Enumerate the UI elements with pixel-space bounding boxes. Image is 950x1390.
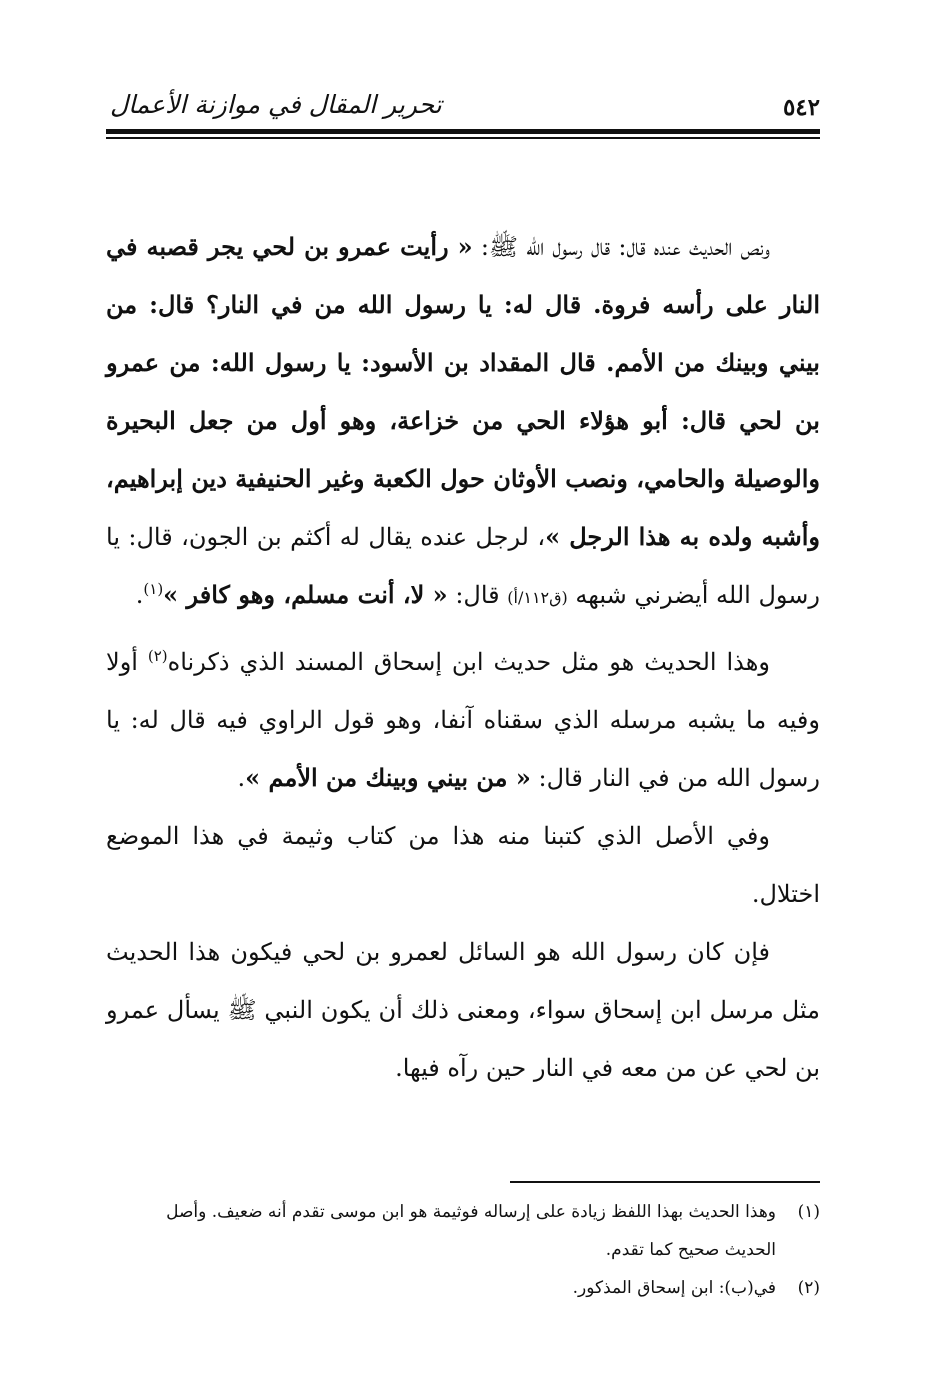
paragraph-conclusion: فإن كان رسول الله هو السائل لعمرو بن لحي فيكون هذا الحديث مثل مرسل ابن إسحاق سواء، ومعنى ذلك أن يكون النبي ﷺ يسأل عمرو بن لحي عن من معه في النار حين رآه فيها. bbox=[106, 938, 820, 1082]
running-title: تحرير المقال في موازنة الأعمال bbox=[110, 90, 442, 119]
paragraph-quote2-lead: قال: bbox=[447, 581, 508, 609]
footnote-number: (٢) bbox=[797, 1278, 820, 1298]
paragraph-mid: ، لرجل عنده يقال له أكثم بن الجون، قال: يا رسول الله أيضرني شبهه bbox=[106, 523, 820, 609]
footnote-ref-2: (٢) bbox=[147, 647, 168, 665]
paragraph-manuscript-note: وفي الأصل الذي كتبنا منه هذا من كتاب وثيمة في هذا الموضع اختلال. bbox=[106, 822, 820, 908]
paragraph-text: وهذا الحديث هو مثل حديث ابن إسحاق المسند الذي ذكرناه bbox=[167, 648, 770, 676]
footnotes bbox=[106, 1195, 820, 1309]
footnote-number: (١) bbox=[797, 1202, 820, 1222]
footnote-separator bbox=[510, 1181, 820, 1183]
header-rule-thin bbox=[106, 137, 820, 139]
footnote-text: في(ب): ابن إسحاق المذكور. bbox=[572, 1278, 776, 1298]
footnote-ref-1: (١) bbox=[143, 580, 164, 598]
hadith-quote: « من بيني وبينك من الأمم » bbox=[245, 763, 531, 792]
paragraph-hadith bbox=[106, 218, 820, 627]
paragraph-end: . bbox=[237, 764, 246, 792]
paragraph-lead: ونص الحديث عنده قال: قال رسول الله ﷺ: bbox=[472, 233, 771, 261]
paragraph-comparison bbox=[106, 633, 820, 807]
hadith-quote: « رأيت عمرو بن لحي يجر قصبه في النار على رأسه فروة. قال له: يا رسول الله من في النار؟ قال: من بيني وبينك من الأمم. قال المقداد بن الأسود: يا رسول الله: من عمرو بن لحي قال: أبو هؤلاء الحي من خزاعة، وهو أول من جعل البحيرة والوصيلة والحامي، ونصب الأوثان حول الكعبة وغير الحنيفية دين إبراهيم، وأشبه ولده به هذا الرجل » bbox=[106, 232, 820, 551]
paragraph-end: . bbox=[135, 581, 144, 609]
footnote-1 bbox=[106, 1195, 820, 1229]
hadith-quote-answer: « لا، أنت مسلم، وهو كافر » bbox=[163, 580, 448, 609]
header-rule-thick bbox=[106, 129, 820, 134]
footnote-text: وهذا الحديث بهذا اللفظ زيادة على إرساله فوثيمة هو ابن موسى تقدم أنه ضعيف. وأصل bbox=[166, 1202, 776, 1222]
footnote-2 bbox=[106, 1271, 820, 1305]
folio-marker: (ق١١٢/أ) bbox=[507, 588, 568, 607]
page-number: ٥٤٢ bbox=[782, 94, 820, 121]
footnote-1-continued: الحديث صحيح كما تقدم. bbox=[605, 1240, 776, 1260]
main-text bbox=[106, 218, 820, 1097]
paragraph-text: أولا وفيه ما يشبه مرسله الذي سقناه آنفا، وهو قول الراوي فيه قال له: يا رسول الله من في النار قال: bbox=[106, 648, 820, 792]
